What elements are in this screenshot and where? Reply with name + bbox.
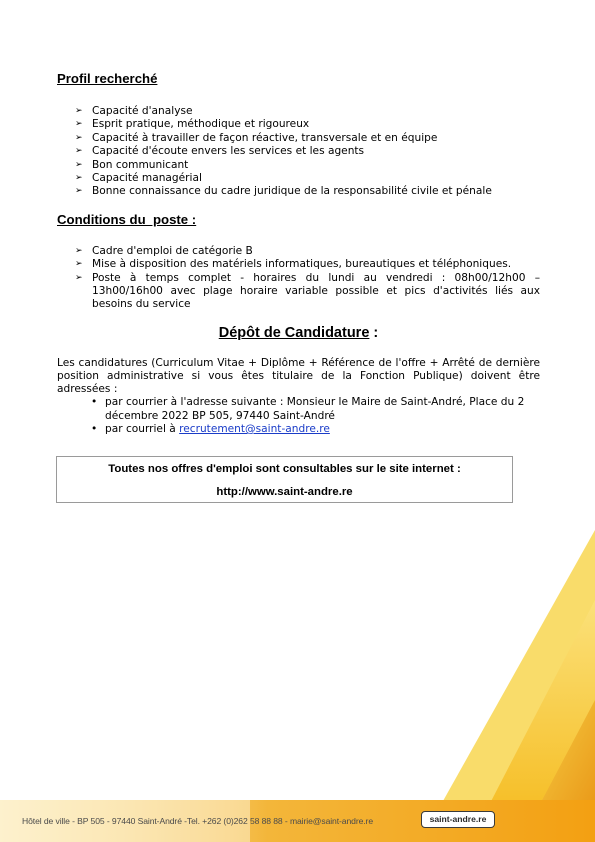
- main-content: [57, 70, 540, 436]
- list-item: ➢ Capacité d'analyse: [75, 105, 193, 117]
- profil-heading: Profil recherché: [57, 71, 158, 86]
- list-item: ➢ Bon communicant: [75, 158, 189, 171]
- list-item: ➢ Esprit pratique, méthodique et rigoureux: [75, 118, 310, 131]
- list-item: ➢ Capacité à travailler de façon réactive, transversale et en équipe: [75, 131, 438, 144]
- bullet-icon: •: [91, 396, 98, 409]
- arrow-bullet-icon: ➢: [75, 119, 83, 130]
- arrow-bullet-icon: ➢: [75, 173, 83, 184]
- depot-intro: Les candidatures (Curriculum Vitae + Diplôme + Référence de l'offre + Arrêté de dernière position administrative si vous êtes titulaire de la Fonction Publique) doivent être adressées :: [57, 356, 540, 396]
- offres-box: [56, 456, 513, 503]
- arrow-bullet-icon: ➢: [75, 272, 83, 283]
- list-item: ➢ Cadre d'emploi de catégorie B: [75, 244, 253, 257]
- arrow-bullet-icon: ➢: [75, 132, 83, 143]
- bullet-icon: •: [91, 422, 98, 435]
- arrow-bullet-icon: ➢: [75, 106, 83, 116]
- arrow-bullet-icon: ➢: [75, 245, 83, 256]
- list-item: ➢ Capacité d'écoute envers les services et les agents: [75, 145, 365, 158]
- list-item: • par courrier à l'adresse suivante : Monsieur le Maire de Saint-André, Place du 2 décembre 2022 BP 505, 97440 Saint-André: [91, 396, 525, 422]
- list-item: • par courriel à recrutement@saint-andre.re: [91, 422, 330, 435]
- arrow-bullet-icon: ➢: [75, 146, 83, 157]
- offres-text: Toutes nos offres d'emploi sont consultables sur le site internet :: [108, 463, 461, 475]
- footer-address: Hôtel de ville - BP 505 - 97440 Saint-André -Tel. +262 (0)262 58 88 88 - mairie@saint-andre.re: [22, 816, 373, 826]
- list-item: ➢ Bonne connaissance du cadre juridique de la responsabilité civile et pénale: [75, 185, 492, 198]
- list-item: ➢ Capacité managérial: [75, 172, 202, 185]
- arrow-bullet-icon: ➢: [75, 259, 83, 270]
- list-item: ➢ Poste à temps complet - horaires du lundi au vendredi : 08h00/12h00 – 13h00/16h00 avec plage horaire variable possible et pics d'activités liés aux besoins du service: [75, 271, 540, 311]
- list-item: ➢ Mise à disposition des matériels informatiques, bureautiques et téléphoniques.: [75, 258, 512, 271]
- depot-list: [57, 396, 540, 436]
- conditions-list: [57, 245, 540, 312]
- arrow-bullet-icon: ➢: [75, 159, 83, 170]
- depot-heading: Dépôt de Candidature :: [218, 324, 379, 341]
- footer-website-badge[interactable]: saint-andre.re: [421, 811, 495, 828]
- conditions-heading: Conditions du poste :: [57, 211, 197, 227]
- arrow-bullet-icon: ➢: [75, 186, 83, 197]
- website-link[interactable]: http://www.saint-andre.re: [216, 486, 353, 498]
- profil-list: [57, 105, 540, 199]
- recruitment-email-link[interactable]: recrutement@saint-andre.re: [179, 422, 330, 435]
